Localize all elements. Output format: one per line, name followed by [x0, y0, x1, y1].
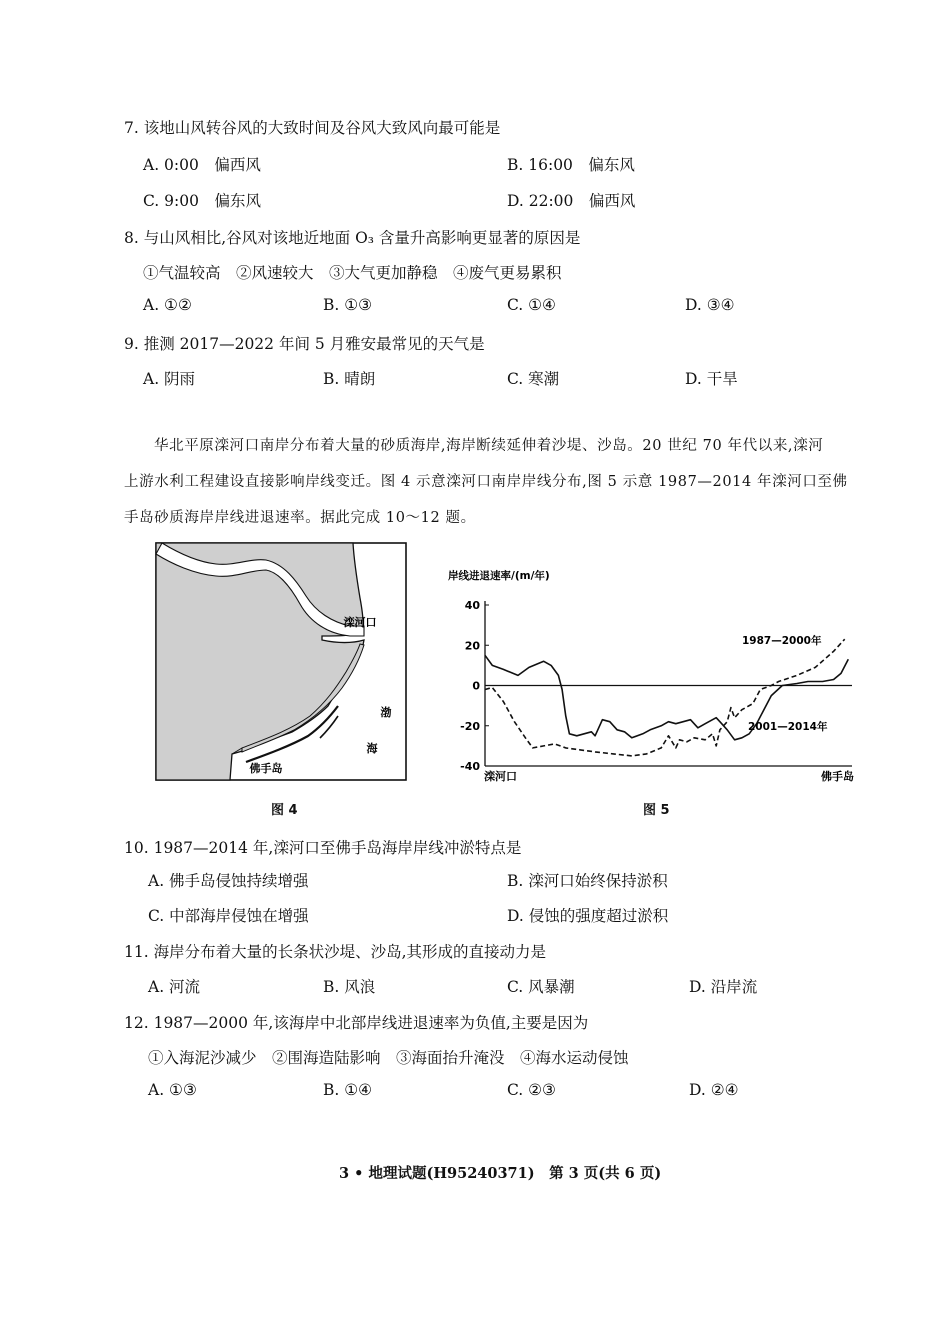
q10-option-c: C. 中部海岸侵蚀在增强 — [148, 907, 309, 925]
q10-option-b: B. 滦河口始终保持淤积 — [507, 872, 668, 890]
chart-y-tick-label: -40 — [460, 760, 480, 773]
chart-ylabel: 岸线进退速率/(m/年) — [448, 570, 550, 582]
passage — [124, 428, 894, 536]
q11-option-c: C. 风暴潮 — [507, 978, 575, 996]
label-hai: 海 — [366, 742, 378, 755]
q9-option-a: A. 阴雨 — [143, 370, 196, 388]
q7-option-c: C. 9:00 偏东风 — [143, 192, 261, 210]
q8-option-a: A. ①② — [143, 296, 192, 314]
chart-y-tick-label: 20 — [464, 639, 480, 653]
q12-option-c: C. ②③ — [507, 1081, 556, 1099]
passage-line-3: 手岛砂质海岸岸线进退速率。据此完成 10～12 题。 — [124, 510, 476, 526]
label-foshoudao: 佛手岛 — [249, 762, 283, 775]
q12-option-a: A. ①③ — [148, 1081, 197, 1099]
q11-stem: 11. 海岸分布着大量的长条状沙堤、沙岛,其形成的直接动力是 — [124, 943, 547, 961]
chart-series-label-1: 1987—2000年 — [742, 635, 822, 647]
q12-items: ①入海泥沙减少 ②围海造陆影响 ③海面抬升淹没 ④海水运动侵蚀 — [148, 1049, 629, 1067]
q8-option-c: C. ①④ — [507, 296, 556, 314]
chart-y-tick-label: 0 — [472, 679, 480, 693]
q11-option-a: A. 河流 — [148, 978, 201, 996]
figure-5-chart — [440, 560, 860, 795]
figure-5-caption: 图 5 — [643, 803, 670, 818]
q9-option-b: B. 晴朗 — [323, 370, 376, 388]
q7-option-b: B. 16:00 偏东风 — [507, 156, 635, 174]
q11-option-d: D. 沿岸流 — [689, 978, 758, 996]
q7-stem: 7. 该地山风转谷风的大致时间及谷风大致风向最可能是 — [124, 119, 501, 137]
label-luanhekou: 滦河口 — [343, 616, 377, 629]
chart-y-tick-label: -20 — [460, 719, 480, 733]
q10-option-a: A. 佛手岛侵蚀持续增强 — [148, 872, 309, 890]
q9-stem: 9. 推测 2017—2022 年间 5 月雅安最常见的天气是 — [124, 335, 485, 353]
label-bo: 渤 — [380, 706, 392, 719]
q9-option-c: C. 寒潮 — [507, 370, 560, 388]
figure-4-caption: 图 4 — [271, 803, 298, 818]
q7-option-d: D. 22:00 偏西风 — [507, 192, 636, 210]
figure-4-map — [150, 540, 412, 786]
q8-items: ①气温较高 ②风速较大 ③大气更加静稳 ④废气更易累积 — [143, 264, 562, 282]
chart-series-line-1 — [485, 639, 845, 756]
q10-stem: 10. 1987—2014 年,滦河口至佛手岛海岸岸线冲淤特点是 — [124, 839, 522, 857]
chart-x-end-label: 佛手岛 — [821, 770, 854, 783]
q12-option-d: D. ②④ — [689, 1081, 739, 1099]
chart-y-tick-label: 40 — [464, 599, 480, 612]
q12-option-b: B. ①④ — [323, 1081, 373, 1099]
q8-option-d: D. ③④ — [685, 296, 735, 314]
passage-line-1: 华北平原滦河口南岸分布着大量的砂质海岸,海岸断续延伸着沙堤、沙岛。20 世纪 70 年代以来,滦河 — [154, 438, 824, 454]
q8-option-b: B. ①③ — [323, 296, 373, 314]
q11-option-b: B. 风浪 — [323, 978, 376, 996]
q8-stem: 8. 与山风相比,谷风对该地近地面 O₃ 含量升高影响更显著的原因是 — [124, 229, 581, 247]
q9-option-d: D. 干旱 — [685, 370, 738, 388]
q7-option-a: A. 0:00 偏西风 — [143, 156, 261, 174]
chart-series-label-2: 2001—2014年 — [748, 721, 828, 733]
passage-line-2: 上游水利工程建设直接影响岸线变迁。图 4 示意滦河口南岸岸线分布,图 5 示意 1987—2014 年滦河口至佛 — [124, 474, 848, 490]
q10-option-d: D. 侵蚀的强度超过淤积 — [507, 907, 669, 925]
chart-x-start-label: 滦河口 — [484, 770, 517, 783]
page-footer: 3 • 地理试题(H95240371) 第 3 页(共 6 页) — [339, 1165, 662, 1182]
q12-stem: 12. 1987—2000 年,该海岸中北部岸线进退速率为负值,主要是因为 — [124, 1014, 589, 1032]
